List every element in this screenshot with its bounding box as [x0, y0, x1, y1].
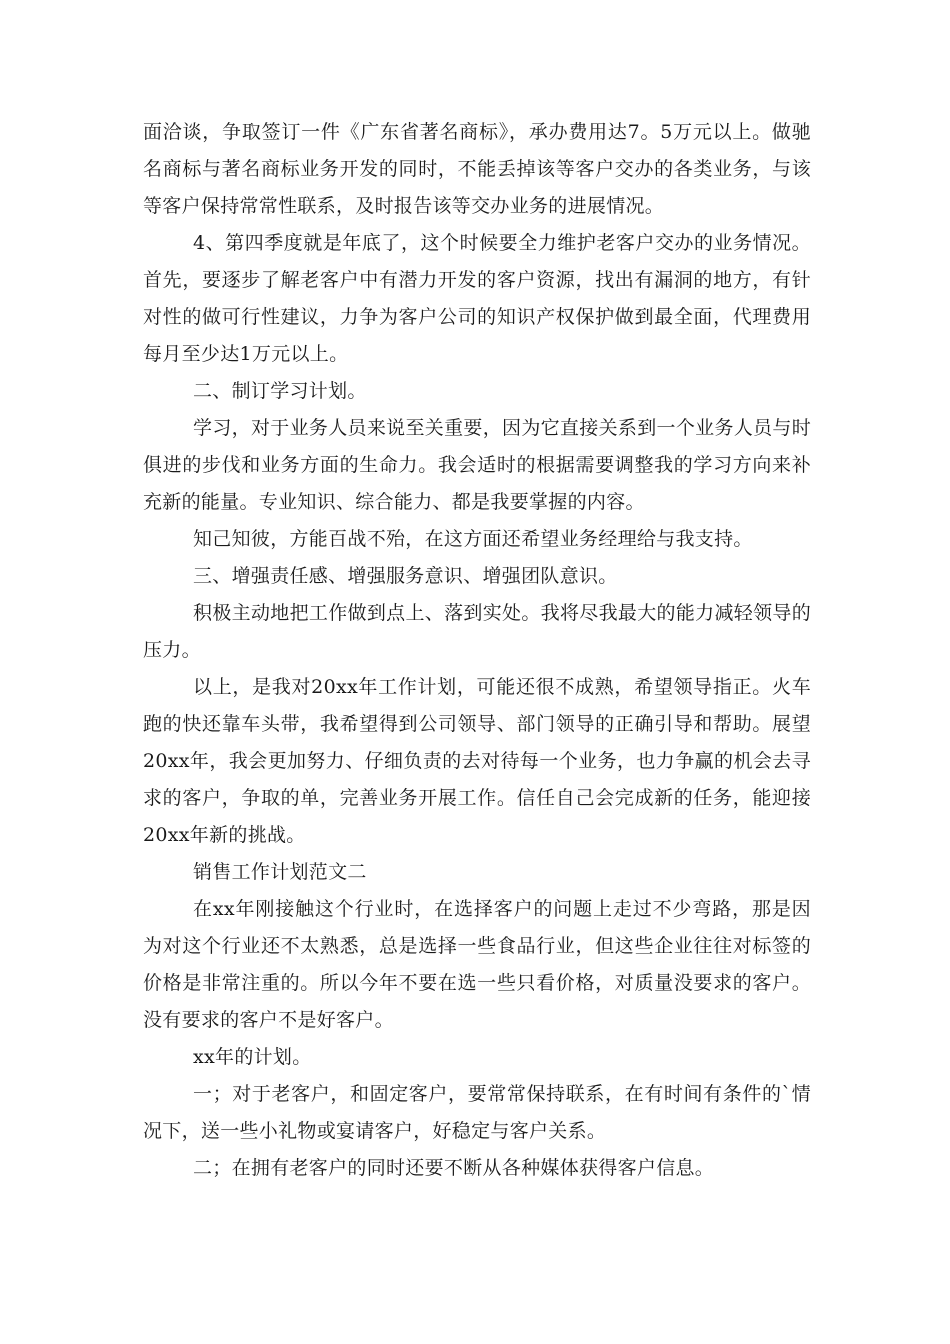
paragraph: 学习，对于业务人员来说至关重要，因为它直接关系到一个业务人员与时俱进的步伐和业务方面的生命力。我会适时的根据需要调整我的学习方向来补充新的能量。专业知识、综合能力、都是我要掌握的内容。	[143, 417, 811, 513]
document-body	[143, 114, 811, 1187]
paragraph: 积极主动地把工作做到点上、落到实处。我将尽我最大的能力减轻领导的压力。	[143, 602, 811, 661]
paragraph: 一；对于老客户，和固定客户，要常常保持联系，在有时间有条件的`情况下，送一些小礼物或宴请客户，好稳定与客户关系。	[143, 1083, 811, 1142]
section-heading: 二、制订学习计划。	[193, 380, 367, 402]
section-heading: xx年的计划。	[193, 1046, 312, 1068]
paragraph: 4、第四季度就是年底了，这个时候要全力维护老客户交办的业务情况。首先，要逐步了解老客户中有潜力开发的客户资源，找出有漏洞的地方，有针对性的做可行性建议，力争为客户公司的知识产权保护做到最全面，代理费用每月至少达1万元以上。	[143, 232, 811, 365]
paragraph: 知己知彼，方能百战不殆，在这方面还希望业务经理给与我支持。	[193, 528, 753, 550]
paragraph: 在xx年刚接触这个行业时，在选择客户的问题上走过不少弯路，那是因为对这个行业还不太熟悉，总是选择一些食品行业，但这些企业往往对标签的价格是非常注重的。所以今年不要在选一些只看价格，对质量没要求的客户。没有要求的客户不是好客户。	[143, 898, 811, 1031]
document-subtitle: 销售工作计划范文二	[193, 861, 367, 883]
section-heading: 三、增强责任感、增强服务意识、增强团队意识。	[193, 565, 618, 587]
paragraph: 以上，是我对20xx年工作计划，可能还很不成熟，希望领导指正。火车跑的快还靠车头带，我希望得到公司领导、部门领导的正确引导和帮助。展望20xx年，我会更加努力、仔细负责的去对待每一个业务，也力争赢的机会去寻求的客户，争取的单，完善业务开展工作。信任自己会完成新的任务，能迎接20xx年新的挑战。	[143, 676, 811, 846]
paragraph: 二；在拥有老客户的同时还要不断从各种媒体获得客户信息。	[193, 1157, 715, 1179]
paragraph: 面洽谈，争取签订一件《广东省著名商标》，承办费用达7。5万元以上。做驰名商标与著名商标业务开发的同时，不能丢掉该等客户交办的各类业务，与该等客户保持常常性联系，及时报告该等交办业务的进展情况。	[143, 121, 811, 217]
